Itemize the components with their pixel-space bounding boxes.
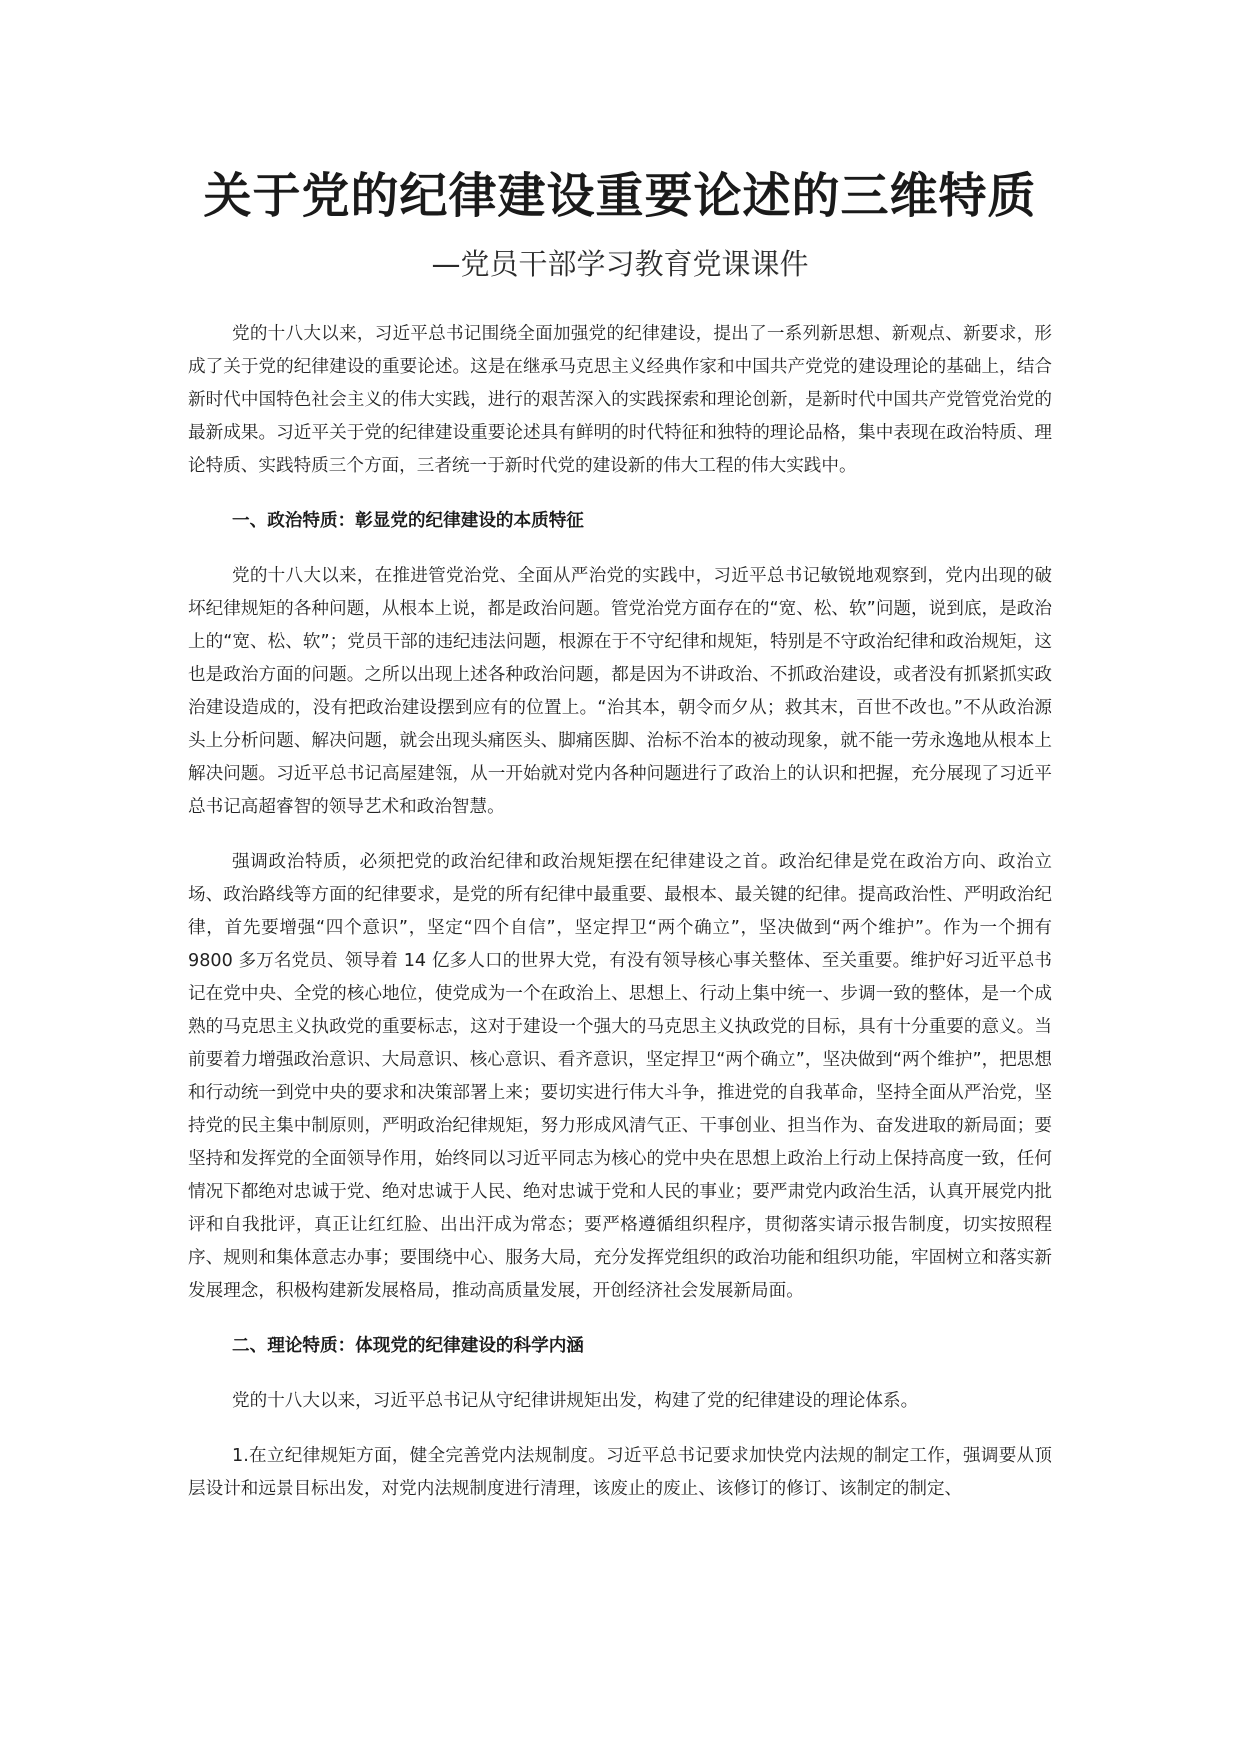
section-heading-theoretical: 二、理论特质：体现党的纪律建设的科学内涵	[232, 1336, 584, 1356]
body-paragraph: 党的十八大以来，在推进管党治党、全面从严治党的实践中，习近平总书记敏锐地观察到，党内出现的破坏纪律规矩的各种问题，从根本上说，都是政治问题。管党治党方面存在的“宽、松、软”问题，说到底，是政治上的“宽、松、软”；党员干部的违纪违法问题，根源在于不守纪律和规矩，特别是不守政治纪律和政治规矩，这也是政治方面的问题。之所以出现上述各种政治问题，都是因为不讲政治、不抓政治建设，或者没有抓紧抓实政治建设造成的，没有把政治建设摆到应有的位置上。“治其本，朝令而夕从；救其末，百世不改也。”不从政治源头上分析问题、解决问题，就会出现头痛医头、脚痛医脚、治标不治本的被动现象，就不能一劳永逸地从根本上解决问题。习近平总书记高屋建瓴，从一开始就对党内各种问题进行了政治上的认识和把握，充分展现了习近平总书记高超睿智的领导艺术和政治智慧。	[188, 566, 1052, 817]
section-heading-political: 一、政治特质：彰显党的纪律建设的本质特征	[232, 511, 584, 531]
body-paragraph: 强调政治特质，必须把党的政治纪律和政治规矩摆在纪律建设之首。政治纪律是党在政治方向、政治立场、政治路线等方面的纪律要求，是党的所有纪律中最重要、最根本、最关键的纪律。提高政治性、严明政治纪律，首先要增强“四个意识”，坚定“四个自信”，坚定捍卫“两个确立”，坚决做到“两个维护”。作为一个拥有 9800 多万名党员、领导着 14 亿多人口的世界大党，有没有领导核心事关整体、至关重要。维护好习近平总书记在党中央、全党的核心地位，使党成为一个在政治上、思想上、行动上集中统一、步调一致的整体，是一个成熟的马克思主义执政党的重要标志，这对于建设一个强大的马克思主义执政党的目标，具有十分重要的意义。当前要着力增强政治意识、大局意识、核心意识、看齐意识，坚定捍卫“两个确立”，坚决做到“两个维护”，把思想和行动统一到党中央的要求和决策部署上来；要切实进行伟大斗争，推进党的自我革命，坚持全面从严治党，坚持党的民主集中制原则，严明政治纪律规矩，努力形成风清气正、干事创业、担当作为、奋发进取的新局面；要坚持和发挥党的全面领导作用，始终同以习近平同志为核心的党中央在思想上政治上行动上保持高度一致，任何情况下都绝对忠诚于党、绝对忠诚于人民、绝对忠诚于党和人民的事业；要严肃党内政治生活，认真开展党内批评和自我批评，真正让红红脸、出出汗成为常态；要严格遵循组织程序，贯彻落实请示报告制度，切实按照程序、规则和集体意志办事；要围绕中心、服务大局，充分发挥党组织的政治功能和组织功能，牢固树立和落实新发展理念，积极构建新发展格局，推动高质量发展，开创经济社会发展新局面。	[188, 852, 1052, 1301]
intro-paragraph: 党的十八大以来，习近平总书记围绕全面加强党的纪律建设，提出了一系列新思想、新观点、新要求，形成了关于党的纪律建设的重要论述。这是在继承马克思主义经典作家和中国共产党党的建设理论的基础上，结合新时代中国特色社会主义的伟大实践，进行的艰苦深入的实践探索和理论创新，是新时代中国共产党管党治党的最新成果。习近平关于党的纪律建设重要论述具有鲜明的时代特征和独特的理论品格，集中表现在政治特质、理论特质、实践特质三个方面，三者统一于新时代党的建设新的伟大工程的伟大实践中。	[188, 324, 1052, 476]
document-body	[188, 318, 1052, 1528]
document-title: 关于党的纪律建设重要论述的三维特质	[203, 168, 1037, 224]
body-paragraph: 1.在立纪律规矩方面，健全完善党内法规制度。习近平总书记要求加快党内法规的制定工作，强调要从顶层设计和远景目标出发，对党内法规制度进行清理，该废止的废止、该修订的修订、该制定的制定、	[188, 1446, 1052, 1499]
body-paragraph: 党的十八大以来，习近平总书记从守纪律讲规矩出发，构建了党的纪律建设的理论体系。	[232, 1391, 919, 1411]
document-subtitle: —党员干部学习教育党课课件	[431, 247, 809, 281]
